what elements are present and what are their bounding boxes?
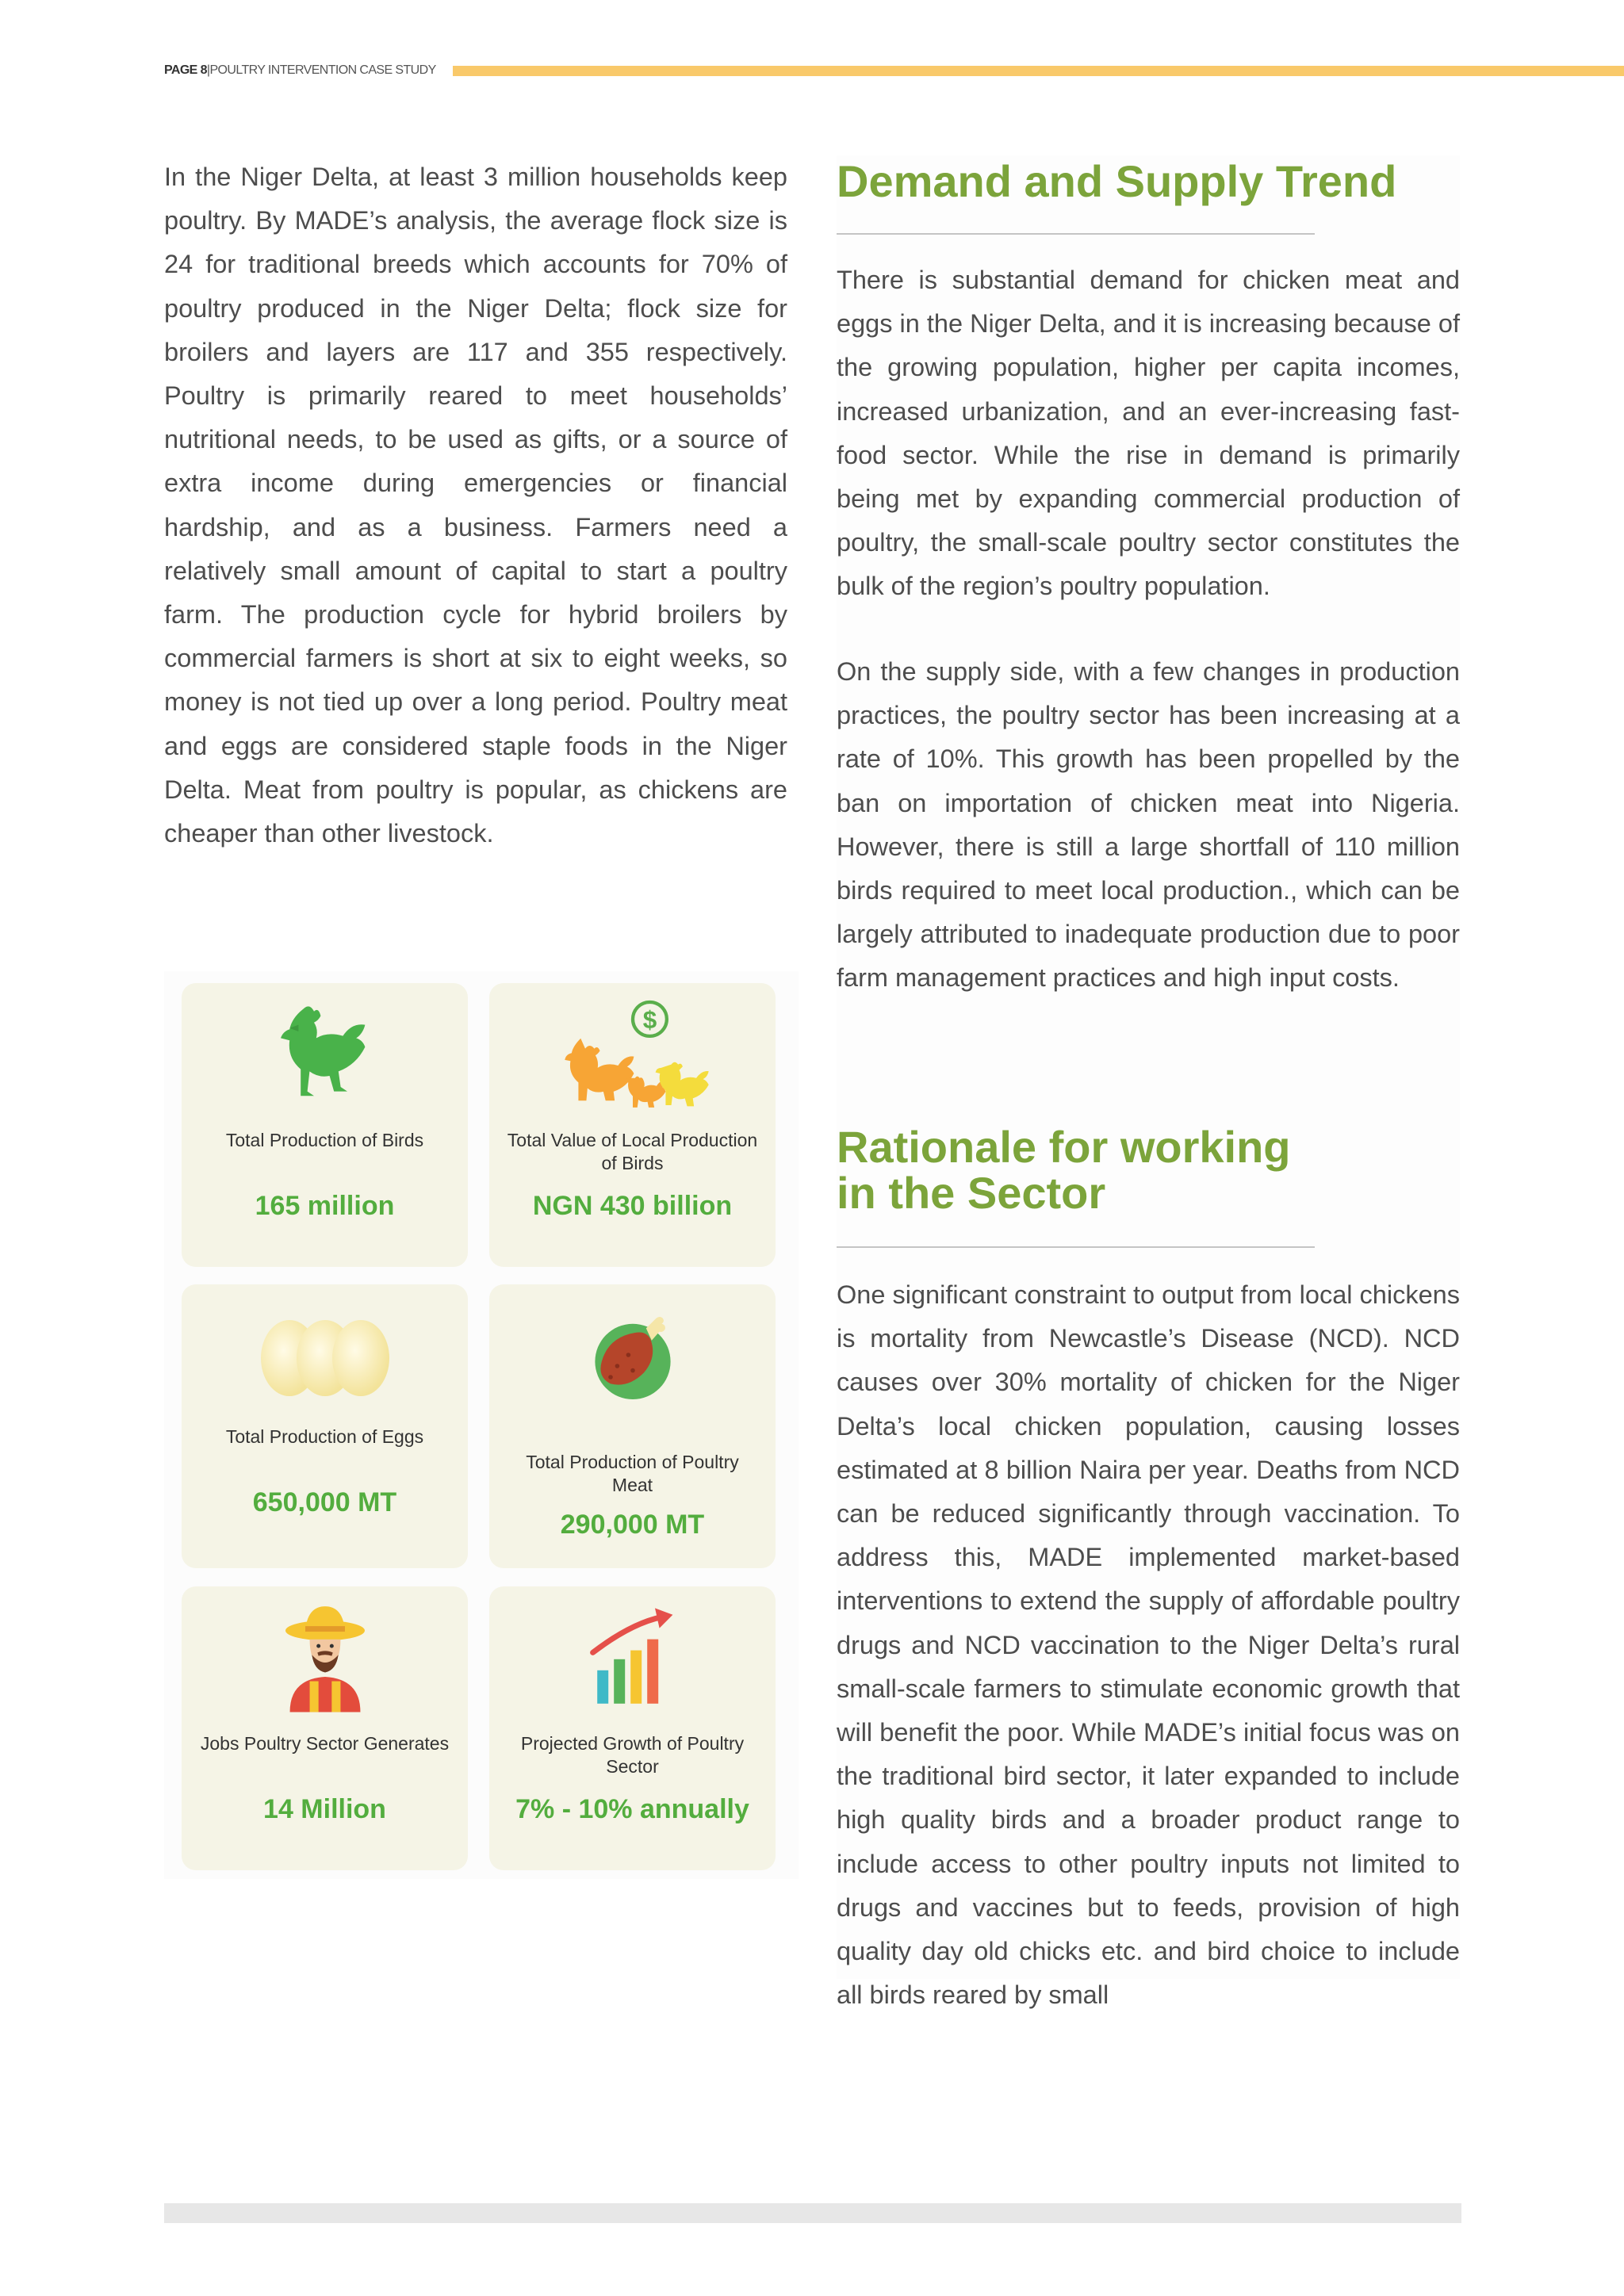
stat-label: Projected Growth of Poultry Sector xyxy=(520,1733,745,1777)
section-divider xyxy=(837,233,1315,235)
stat-value: NGN 430 billion xyxy=(532,1191,733,1221)
stat-card-eggs xyxy=(182,1284,468,1568)
stat-card-birds xyxy=(182,983,468,1267)
svg-text:$: $ xyxy=(642,1005,657,1034)
stat-value: 290,000 MT xyxy=(560,1510,705,1540)
left-column xyxy=(164,155,787,855)
footer-bar xyxy=(164,2203,1461,2223)
stat-card-jobs xyxy=(182,1586,468,1870)
stat-value: 650,000 MT xyxy=(252,1487,397,1517)
stat-label: Total Production of Eggs xyxy=(225,1426,424,1447)
page-number: PAGE 8 xyxy=(164,63,207,77)
stat-value: 7% - 10% annually xyxy=(515,1794,749,1824)
stat-label: Jobs Poultry Sector Generates xyxy=(200,1733,450,1754)
chicken-icon xyxy=(182,994,468,1113)
rationale-heading-line2: in the Sector xyxy=(837,1168,1106,1218)
page-header xyxy=(164,62,1624,79)
page-header-label xyxy=(164,62,436,79)
header-separator: | xyxy=(206,63,210,77)
intro-paragraph: In the Niger Delta, at least 3 million households keep poultry. By MADE’s analysis, the average flock size is 24 for traditional breeds which accounts for 70% of poultry produced in the Niger Delta; flock size for broilers and layers are 117 and 355 respectively. Poultry is primarily reared to meet households’ nutritional needs, to be used as gifts, or a source of extra income during emergencies or financial hardship, and as a business. Farmers need a relatively small amount of capital to start a poultry farm. The production cycle for hybrid broilers by commercial farmers is short at six to eight weeks, so money is not tied up over a long period. Poultry meat and eggs are considered staple foods in the Niger Delta. Meat from poultry is popular, as chickens are cheaper than other livestock. xyxy=(164,163,787,848)
stat-label: Total Value of Local Production of Birds xyxy=(507,1130,758,1173)
rationale-paragraph: One significant constraint to output from local chickens is mortality from Newcastle’s Disease (NCD). NCD causes over 30% mortality of chicken for the Niger Delta’s local chicken population, causing losses estimated at 8 billion Naira per year. Deaths from NCD can be reduced significantly through vaccination. To address this, MADE implemented market-based interventions to extend the supply of affordable poultry drugs and NCD vaccination to the Niger Delta’s rural small-scale farmers to stimulate economic growth that will benefit the poor. While MADE’s initial focus was on the traditional bird sector, it later expanded to include high quality birds and a broader product range to include access to other poultry inputs not limited to drugs and vaccines but to feeds, provision of high quality day old chicks etc. and bird choice to include all birds reared by small xyxy=(837,1280,1460,2010)
stat-card-value xyxy=(489,983,776,1267)
right-column xyxy=(837,155,1460,2010)
stat-label: Total Production of Birds xyxy=(225,1130,424,1150)
growth-chart-icon xyxy=(489,1598,776,1716)
section-divider xyxy=(837,1246,1315,1248)
demand-paragraph: There is substantial demand for chicken meat and eggs in the Niger Delta, and it is increasing because of the growing population, higher per capita incomes, increased urbanization, and an ever-increasing fast-food sector. While the rise in demand is primarily being met by expanding commercial production of poultry, the small-scale poultry sector constitutes the bulk of the region’s poultry population. xyxy=(837,266,1460,601)
stat-value: 14 Million xyxy=(263,1794,386,1824)
stat-card-growth xyxy=(489,1586,776,1870)
stat-label: Total Production of Poultry Meat xyxy=(526,1452,739,1495)
stat-card-meat xyxy=(489,1284,776,1568)
rationale-heading xyxy=(837,1124,1291,1216)
document-title: POULTRY INTERVENTION CASE STUDY xyxy=(209,63,436,77)
stat-value: 165 million xyxy=(255,1191,395,1221)
farmer-icon xyxy=(182,1598,468,1716)
chickens-money-icon xyxy=(489,994,776,1113)
demand-supply-heading: Demand and Supply Trend xyxy=(837,156,1397,206)
rationale-heading-line1: Rationale for working xyxy=(837,1122,1291,1172)
supply-paragraph: On the supply side, with a few changes in production practices, the poultry sector has been increasing at a rate of 10%. This growth has been propelled by the ban on importation of chicken meat into Nigeria. However, there is still a large shortfall of 110 million birds required to meet local production., which can be largely attributed to inadequate production due to poor farm management practices and high input costs. xyxy=(837,657,1460,993)
header-accent-bar xyxy=(453,66,1624,76)
poultry-meat-icon xyxy=(489,1295,776,1414)
eggs-icon xyxy=(182,1295,468,1414)
